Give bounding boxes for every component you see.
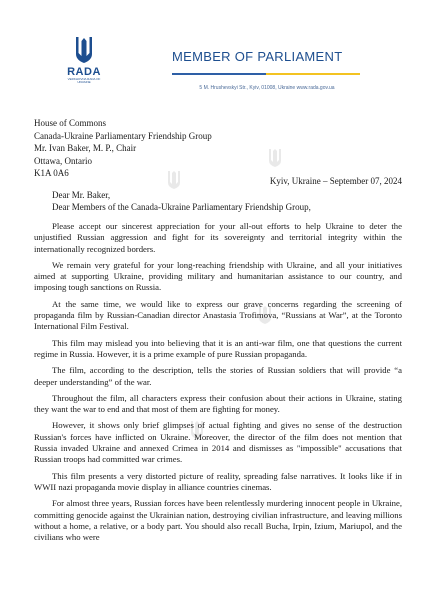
logo-subtext: VERKHOVNA RADA OF UKRAINE bbox=[67, 77, 101, 84]
body-paragraph: The film, according to the description, tells the stories of Russian soldiers that will provide “a deeper understanding” of the war. bbox=[34, 365, 402, 387]
body-paragraph: We remain very grateful for your long-reaching friendship with Ukraine, and all your initiatives aimed at supporting Ukraine, providing military and humanitarian assistance to our country, and imposing tough sanctions on Russia. bbox=[34, 259, 402, 293]
recipient-line: Mr. Ivan Baker, M. P., Chair bbox=[34, 143, 137, 153]
recipient-line: K1A 0A6 bbox=[34, 168, 69, 178]
body-paragraph: This film presents a very distorted picture of reality, spreading false narratives. It looks like if in WWII nazi propaganda movie display in alliance countries cinemas. bbox=[34, 470, 402, 492]
body-paragraph: For almost three years, Russian forces have been relentlessly murdering innocent people in Ukraine, committing genocide against the Ukrainian nation, destroying civilian infrastructure, and leaving millions without a home, a relative, or a body part. You should also recall Bucha, Irpin, Izium, Mariupol, and the civilians who were bbox=[34, 498, 402, 543]
recipient-line: Canada-Ukraine Parliamentary Friendship Group bbox=[34, 130, 212, 141]
recipient-line: House of Commons bbox=[34, 118, 106, 128]
watermark-trident-icon bbox=[260, 148, 290, 168]
salutation-line: Dear Members of the Canada-Ukraine Parliamentary Friendship Group, bbox=[52, 202, 311, 212]
letterhead-divider bbox=[172, 73, 360, 75]
letterhead-address: 5 M. Hrushevskyi Str., Kyiv, 01008, Ukraine www.rada.gov.ua bbox=[199, 85, 335, 91]
body-paragraph: At the same time, we would like to express our grave concerns regarding the screening of propaganda film by Russian-Canadian director Anastasia Trofimova, “Russians at War”, at the Toronto International Film Festival. bbox=[34, 298, 402, 332]
body-paragraph: This film may mislead you into believing that it is an anti-war film, one that questions the current regime in Russia. However, it is a prime example of pure Russian propaganda. bbox=[34, 337, 402, 359]
salutation-line: Dear Mr. Baker, bbox=[52, 190, 111, 200]
salutation bbox=[52, 189, 311, 213]
recipient-address bbox=[34, 117, 212, 180]
letter-body bbox=[34, 221, 402, 548]
recipient-line: Ottawa, Ontario bbox=[34, 155, 92, 166]
rada-logo bbox=[64, 36, 104, 84]
letterhead-title: MEMBER OF PARLIAMENT bbox=[172, 49, 343, 64]
logo-name: RADA bbox=[67, 66, 101, 78]
body-paragraph: However, it shows only brief glimpses of actual fighting and gives no sense of the destruction Russian's forces have inflicted on Ukraine. Moreover, the director of the film does not mention that Russia invaded Ukraine and annexed Crimea in 2014 and dismisses as "impossible" accusations that Russian troops had committed war crimes. bbox=[34, 420, 402, 465]
dateline: Kyiv, Ukraine – September 07, 2024 bbox=[269, 176, 402, 186]
body-paragraph: Throughout the film, all characters express their confusion about their actions in Ukraine, stating they want the war to end and that most of them are fighting for money. bbox=[34, 392, 402, 415]
body-paragraph: Please accept our sincerest appreciation for your all-out efforts to help Ukraine to deter the unjustified Russian aggression and fight for its sovereignty and territorial integrity within the internationally recognized borders. bbox=[34, 221, 402, 254]
trident-icon bbox=[74, 36, 94, 64]
